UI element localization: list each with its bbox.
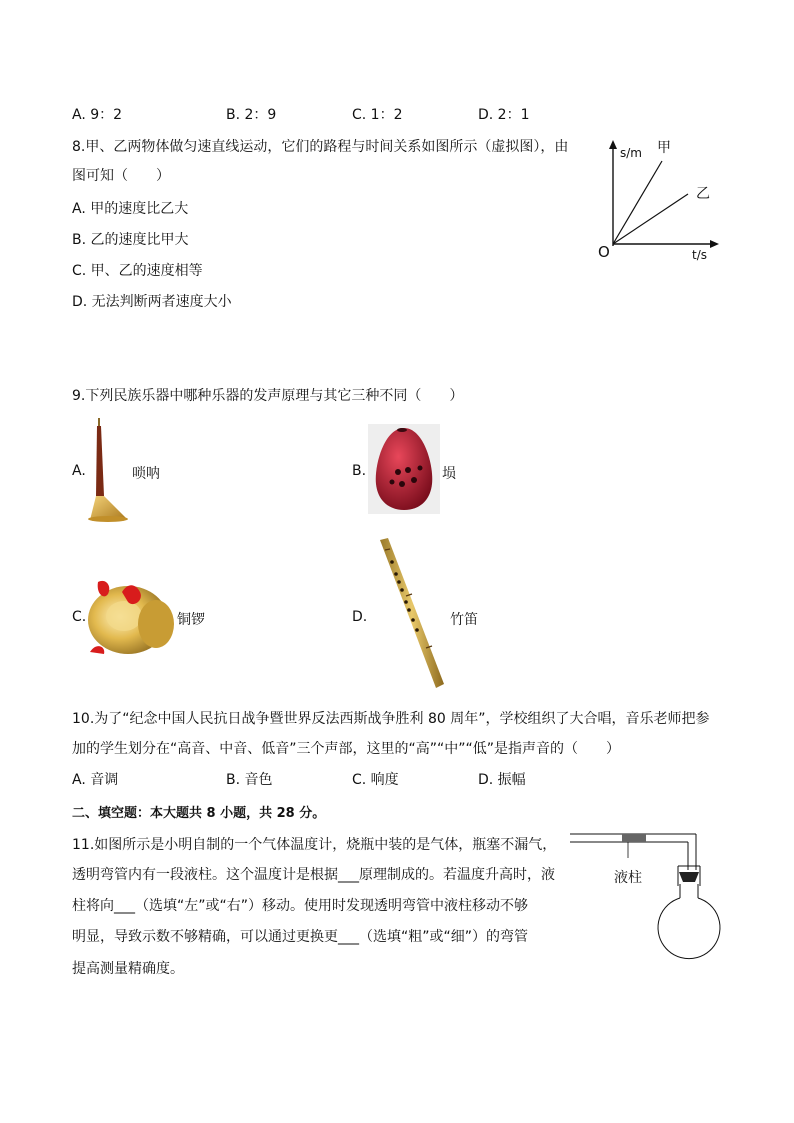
q8-option-b: B. 乙的速度比甲大 bbox=[72, 232, 189, 248]
q8-option-d: D. 无法判断两者速度大小 bbox=[72, 294, 232, 310]
series-line-jia bbox=[613, 161, 662, 244]
gong-icon bbox=[84, 572, 176, 658]
q9-option-a-letter: A. bbox=[72, 463, 86, 479]
q11-line4: 明显，导致示数不够精确，可以通过更换更___（选填“粗”或“细”）的弯管 bbox=[72, 929, 529, 945]
q9-option-b-letter: B. bbox=[352, 463, 367, 479]
q8-option-c: C. 甲、乙的速度相等 bbox=[72, 263, 203, 279]
q9-option-b-name: 埙 bbox=[442, 466, 456, 482]
q10-stem-line1: 10.为了“纪念中国人民抗日战争暨世界反法西斯战争胜利 80 周年”，学校组织了大合唱，音乐老师把参 bbox=[72, 711, 710, 727]
suona-icon bbox=[86, 416, 136, 524]
q8-stem-line2: 图可知（ ） bbox=[72, 168, 170, 184]
q7-option-a: A. 9：2 bbox=[72, 107, 123, 123]
x-axis-arrow bbox=[710, 240, 719, 248]
section-heading-fill-blank: 二、填空题：本大题共 8 小题，共 28 分。 bbox=[72, 806, 326, 821]
liquid-column-label: 液柱 bbox=[614, 870, 642, 886]
q9-option-c-letter: C. bbox=[72, 609, 87, 625]
q11-line1: 11.如图所示是小明自制的一个气体温度计，烧瓶中装的是气体，瓶塞不漏气， bbox=[72, 837, 557, 853]
xun-icon bbox=[368, 424, 440, 514]
stopper bbox=[679, 872, 699, 882]
q10-option-c: C. 响度 bbox=[352, 772, 399, 788]
gas-thermometer-figure bbox=[566, 828, 726, 968]
q9-option-c-name: 铜锣 bbox=[177, 612, 205, 628]
flute-icon bbox=[376, 536, 450, 692]
q11-line2: 透明弯管内有一段液柱。这个温度计是根据___原理制成的。若温度升高时，液 bbox=[72, 867, 555, 883]
graph-series-label-yi: 乙 bbox=[696, 186, 710, 202]
q11-line3: 柱将向___（选填“左”或“右”）移动。使用时发现透明弯管中液柱移动不够 bbox=[72, 898, 529, 914]
q9-stem: 9.下列民族乐器中哪种乐器的发声原理与其它三种不同（ ） bbox=[72, 388, 464, 404]
q10-option-d: D. 振幅 bbox=[478, 772, 526, 788]
q8-option-a: A. 甲的速度比乙大 bbox=[72, 201, 189, 217]
graph-y-axis-label: s/m bbox=[620, 146, 642, 160]
graph-series-label-jia: 甲 bbox=[657, 140, 671, 156]
liquid-column bbox=[622, 834, 646, 842]
q10-option-a: A. 音调 bbox=[72, 772, 119, 788]
graph-origin-label: O bbox=[598, 243, 610, 261]
q7-option-c: C. 1：2 bbox=[352, 107, 403, 123]
q11-line5: 提高测量精确度。 bbox=[72, 961, 184, 977]
series-line-yi bbox=[613, 194, 688, 244]
q9-option-d-letter: D. bbox=[352, 609, 368, 625]
q7-option-d: D. 2：1 bbox=[478, 107, 530, 123]
q10-stem-line2: 加的学生划分在“高音、中音、低音”三个声部，这里的“高”“中”“低”是指声音的（ ） bbox=[72, 741, 621, 757]
q7-option-b: B. 2：9 bbox=[226, 107, 277, 123]
q10-option-b: B. 音色 bbox=[226, 772, 273, 788]
graph-x-axis-label: t/s bbox=[692, 248, 707, 262]
y-axis-arrow bbox=[609, 140, 617, 149]
q8-stem-line1: 8.甲、乙两物体做匀速直线运动，它们的路程与时间关系如图所示（虚拟图），由 bbox=[72, 139, 569, 155]
q9-option-d-name: 竹笛 bbox=[450, 612, 478, 628]
q9-option-a-name: 唢呐 bbox=[132, 466, 160, 482]
